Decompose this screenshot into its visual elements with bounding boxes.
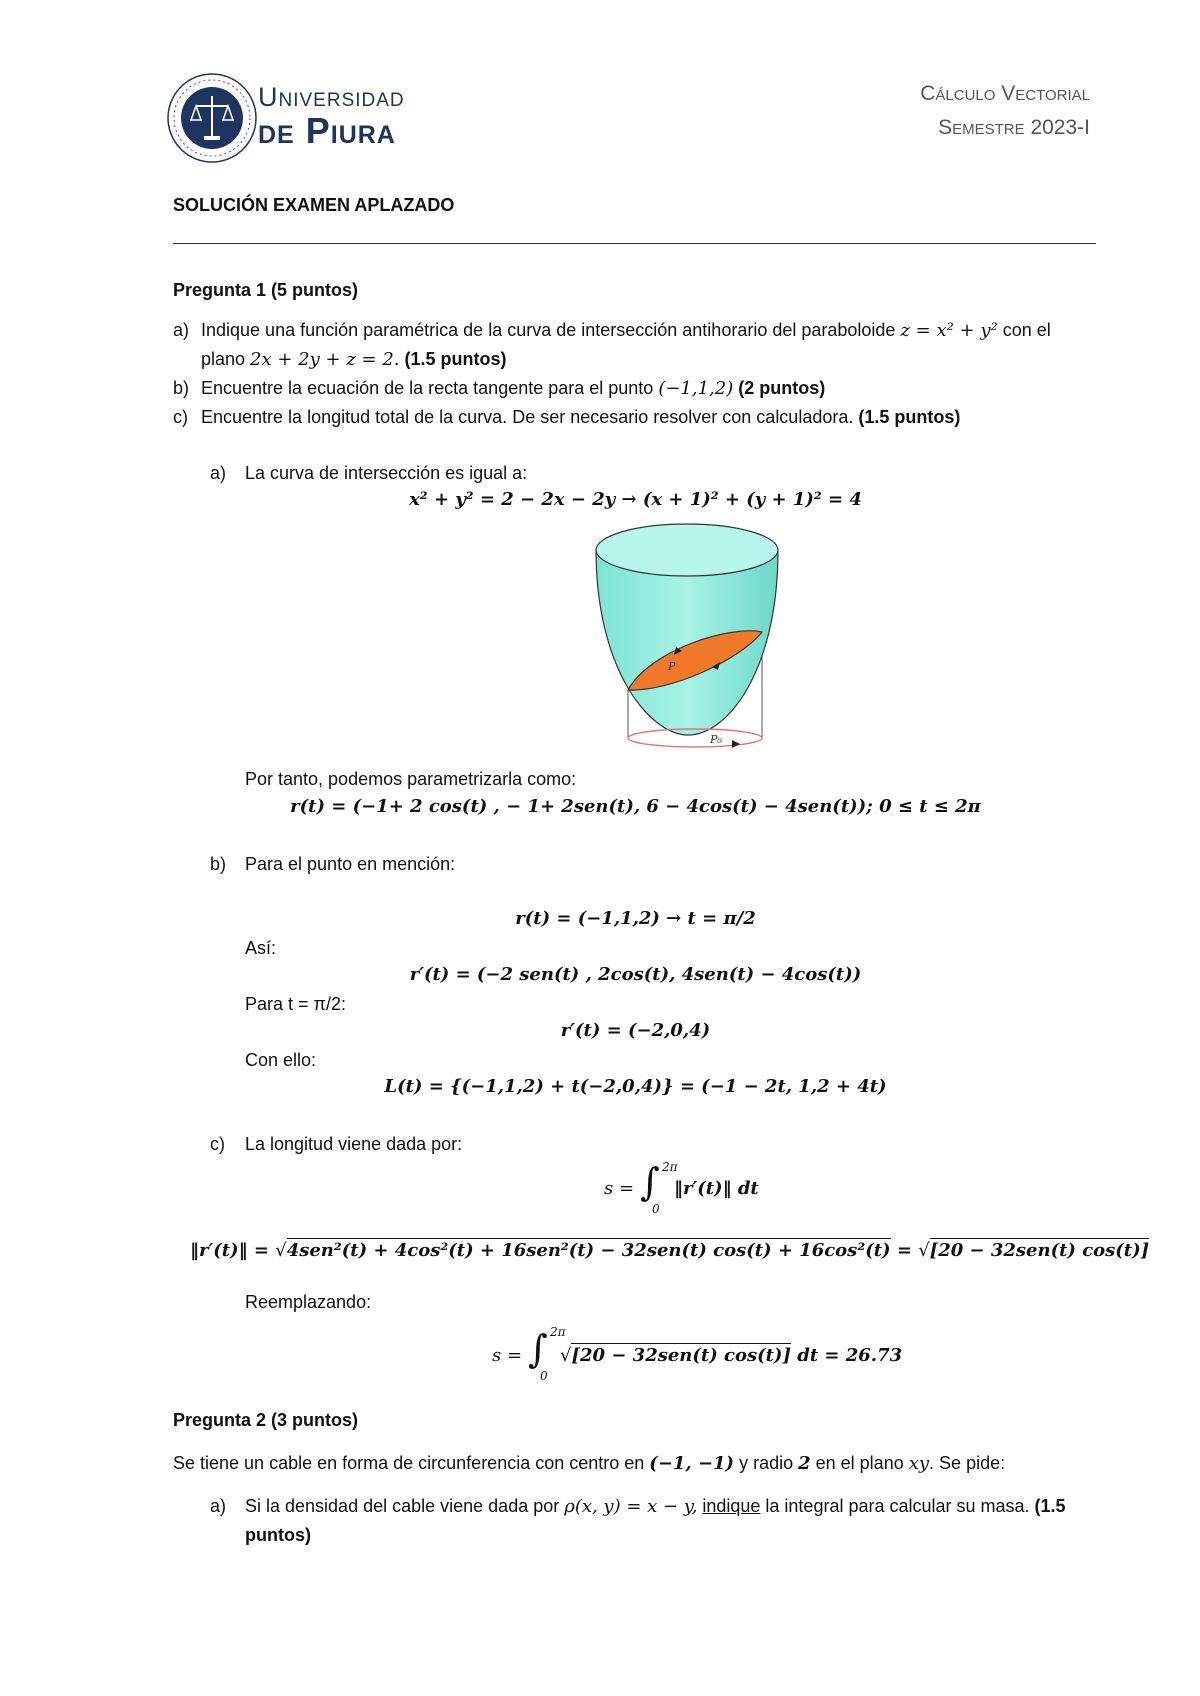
sol-b-eq2: r′(t) = (−2 sen(t) , 2cos(t), 4sen(t) − 4cos(t)) [409, 964, 862, 985]
sol-a-intro: La curva de intersección es igual a: [245, 463, 528, 483]
sol-c-eq1-lhs: s = [604, 1178, 635, 1199]
q2-item-a-math: ρ(x, y) = x − y, [564, 1496, 698, 1517]
integral-sign-2: ∫ [528, 1327, 548, 1371]
q2-intro-math3: xy [908, 1453, 930, 1474]
sol-b-intro: Para el punto en mención: [245, 854, 456, 874]
q1-item-b-points: (2 puntos) [738, 378, 826, 398]
sol-c-eq2-rad1: 4sen²(t) + 4cos²(t) + 16sen²(t) − 32sen(t) cos(t) + 16cos²(t) [286, 1240, 891, 1261]
q1-title: Pregunta 1 (5 puntos) [173, 280, 359, 300]
q2-intro-text1: Se tiene un cable en forma de circunferencia con centro en [173, 1453, 650, 1473]
sol-c-label: c) [210, 1134, 225, 1154]
q2-item-a-points1: (1.5 [1034, 1496, 1066, 1516]
q2-intro-math2: 2 [798, 1453, 811, 1474]
q1-item-a-line2-text: plano [201, 349, 251, 369]
q1-item-a-math: z = x² + y² [900, 320, 998, 341]
q1-item-c [173, 405, 961, 429]
sol-c-eq2 [190, 1240, 1149, 1261]
sol-a-eq1: x² + y² = 2 − 2x − 2y → (x + 1)² + (y + 1)² = 4 [409, 489, 862, 510]
sol-c-eq1 [604, 1160, 804, 1216]
course-name: Cálculo Vectorial [920, 82, 1090, 105]
q1-item-a-points: (1.5 puntos) [404, 349, 507, 369]
sol-c-eq3-lower: 0 [540, 1369, 548, 1383]
logo-line2: de Piura [258, 110, 396, 151]
figure-label-p: P [668, 660, 676, 673]
sol-c-eq3-tail: dt = 26.73 [790, 1345, 903, 1366]
seal-icon [166, 72, 258, 164]
sol-b-label: b) [210, 854, 227, 874]
sqrt-sign: √ [275, 1240, 287, 1261]
q2-intro-text4: . Se pide: [929, 1453, 1006, 1473]
q2-item-a [210, 1494, 1066, 1518]
sol-c-eq2-lhs: ‖r′(t)‖ = [190, 1240, 276, 1261]
q2-intro [173, 1451, 1005, 1476]
sqrt-sign-3: √ [560, 1345, 572, 1366]
sol-c-eq3-upper: 2π [550, 1325, 566, 1339]
sol-c-eq1-lower: 0 [652, 1202, 660, 1216]
sol-c-eq2-mid: = [890, 1240, 919, 1261]
q1-item-b-math: (−1,1,2) [658, 378, 734, 399]
sol-c-eq3-lhs: s = [492, 1345, 523, 1366]
integral-sign: ∫ [640, 1160, 660, 1204]
sol-c-eq1-upper: 2π [662, 1160, 678, 1174]
q2-item-a-text1: Si la densidad del cable viene dada por [245, 1496, 565, 1516]
sol-c-reemplazando: Reemplazando: [245, 1292, 372, 1312]
sqrt-sign-2: √ [918, 1240, 930, 1261]
sol-c-eq2-rad2: [20 − 32sen(t) cos(t)] [929, 1240, 1150, 1261]
q2-intro-text3: en el plano [810, 1453, 909, 1473]
figure-label-p0: P₀ [710, 733, 722, 746]
q2-item-a-link: indique [702, 1496, 761, 1516]
title-divider [173, 243, 1096, 244]
sol-b-asi: Así: [245, 938, 277, 958]
university-logo [166, 72, 426, 164]
semester: Semestre 2023-I [938, 116, 1090, 139]
sol-a-label: a) [210, 463, 227, 483]
sol-a-eq2: r(t) = (−1+ 2 cos(t) , − 1+ 2sen(t), 6 − 4cos(t) − 4sen(t)); 0 ≤ t ≤ 2π [290, 796, 981, 817]
paraboloid-figure [590, 520, 786, 752]
q1-item-a-line2-math: 2x + 2y + z = 2. [250, 349, 400, 370]
q1-item-b-text: Encuentre la ecuación de la recta tangente para el punto [201, 378, 659, 398]
q1-item-b-label: b) [173, 378, 190, 398]
q2-item-a-label: a) [210, 1496, 227, 1516]
sol-a-then: Por tanto, podemos parametrizarla como: [245, 769, 577, 789]
sol-b-para: Para t = π/2: [245, 994, 346, 1014]
sol-c-eq3 [492, 1325, 912, 1385]
q2-intro-math1: (−1, −1) [649, 1453, 735, 1474]
logo-line1: Universidad [258, 82, 405, 112]
q2-intro-text2: y radio [734, 1453, 799, 1473]
sol-c-eq3-rad: [20 − 32sen(t) cos(t)] [571, 1345, 791, 1366]
q1-item-a-text2: con el [997, 320, 1051, 340]
sol-b-eq3: r′(t) = (−2,0,4) [560, 1020, 711, 1041]
q2-item-a-text2: la integral para calcular su masa. [760, 1496, 1035, 1516]
q1-item-a [173, 318, 1051, 342]
sol-b-eq1: r(t) = (−1,1,2) → t = π/2 [515, 908, 756, 929]
sol-b-con-ello: Con ello: [245, 1050, 317, 1070]
sol-b-eq4: L(t) = {(−1,1,2) + t(−2,0,4)} = (−1 − 2t, 1,2 + 4t) [384, 1076, 887, 1097]
q2-item-a-points2: puntos) [245, 1525, 311, 1545]
q1-item-a-text: Indique una función paramétrica de la curva de intersección antihorario del paraboloide [201, 320, 901, 340]
q2-title: Pregunta 2 (3 puntos) [173, 1410, 359, 1430]
q1-item-b [173, 376, 826, 400]
q1-item-a-label: a) [173, 320, 190, 340]
q1-item-a-line2 [201, 347, 507, 372]
q1-item-c-label: c) [173, 407, 188, 427]
q1-item-c-text: Encuentre la longitud total de la curva. De ser necesario resolver con calculadora. [201, 407, 854, 427]
sol-c-intro: La longitud viene dada por: [245, 1134, 463, 1154]
doc-title: SOLUCIÓN EXAMEN APLAZADO [173, 195, 455, 215]
sol-c-eq1-body: ‖r′(t)‖ dt [674, 1178, 759, 1199]
q1-item-c-points: (1.5 puntos) [858, 407, 961, 427]
